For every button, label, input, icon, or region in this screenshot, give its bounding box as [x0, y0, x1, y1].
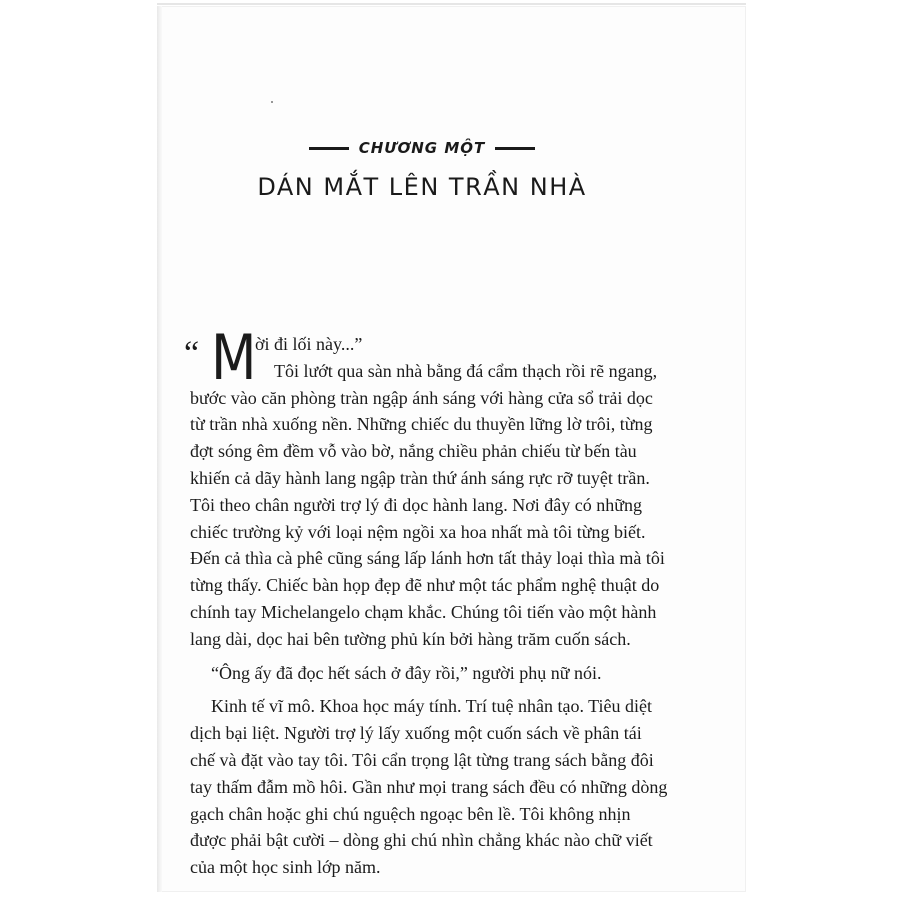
paragraph: Kinh tế vĩ mô. Khoa học máy tính. Trí tuệ nhân tạo. Tiêu diệt dịch bại liệt. Người trợ lý lấy xuống một cuốn sách về phân tái chế và đặt vào tay tôi. Tôi cẩn trọng lật từng trang sách bằng đôi tay thấm đẫm mồ hôi. Gần như mọi trang sách đều có những dòng gạch chân hoặc ghi chú nguệch ngoạc bên lề. Tôi không nhịn được phải bật cười – dòng ghi chú nhìn chẳng khác nào chữ viết của một học sinh lớp năm.: [190, 696, 668, 878]
paragraph: “Ông ấy đã đọc hết sách ở đây rồi,” người phụ nữ nói.: [211, 662, 602, 683]
opening-quote-mark: “: [184, 335, 200, 372]
chapter-rule-left: [309, 147, 349, 150]
opening-paragraph-body: Tôi lướt qua sàn nhà bằng đá cẩm thạch rồi rẽ ngang, bước vào căn phòng tràn ngập ánh sáng với hàng cửa sổ trải dọc từ trần nhà xuống nền. Những chiếc du thuyền lững lờ trôi, từng đợt sóng êm đềm vỗ vào bờ, nắng chiều phản chiếu từ bến tàu khiến cả dãy hành lang ngập tràn thứ ánh sáng rực rỡ tuyệt trần. Tôi theo chân người trợ lý đi dọc hành lang. Nơi đây có những chiếc trường kỷ với loại nệm ngồi xa hoa nhất mà tôi từng biết. Đến cả thìa cà phê cũng sáng lấp lánh hơn tất thảy loại thìa mà tôi từng thấy. Chiếc bàn họp đẹp đẽ như một tác phẩm nghệ thuật do chính tay Michelangelo chạm khắc. Chúng tôi tiến vào một hành lang dài, dọc hai bên tường phủ kín bởi hàng trăm cuốn sách.: [190, 360, 665, 649]
drop-cap: M: [211, 321, 257, 394]
chapter-title: DÁN MẮT LÊN TRẦN NHÀ: [257, 173, 587, 201]
opening-paragraph: [184, 321, 670, 653]
chapter-label-row: [157, 139, 687, 157]
page-top-edge: [157, 3, 746, 5]
scan-speck: [271, 101, 273, 103]
opening-first-line: ời đi lối này...”: [255, 334, 363, 354]
chapter-rule-right: [495, 147, 535, 150]
chapter-label: CHƯƠNG MỘT: [358, 139, 486, 157]
body-text: [184, 321, 670, 881]
